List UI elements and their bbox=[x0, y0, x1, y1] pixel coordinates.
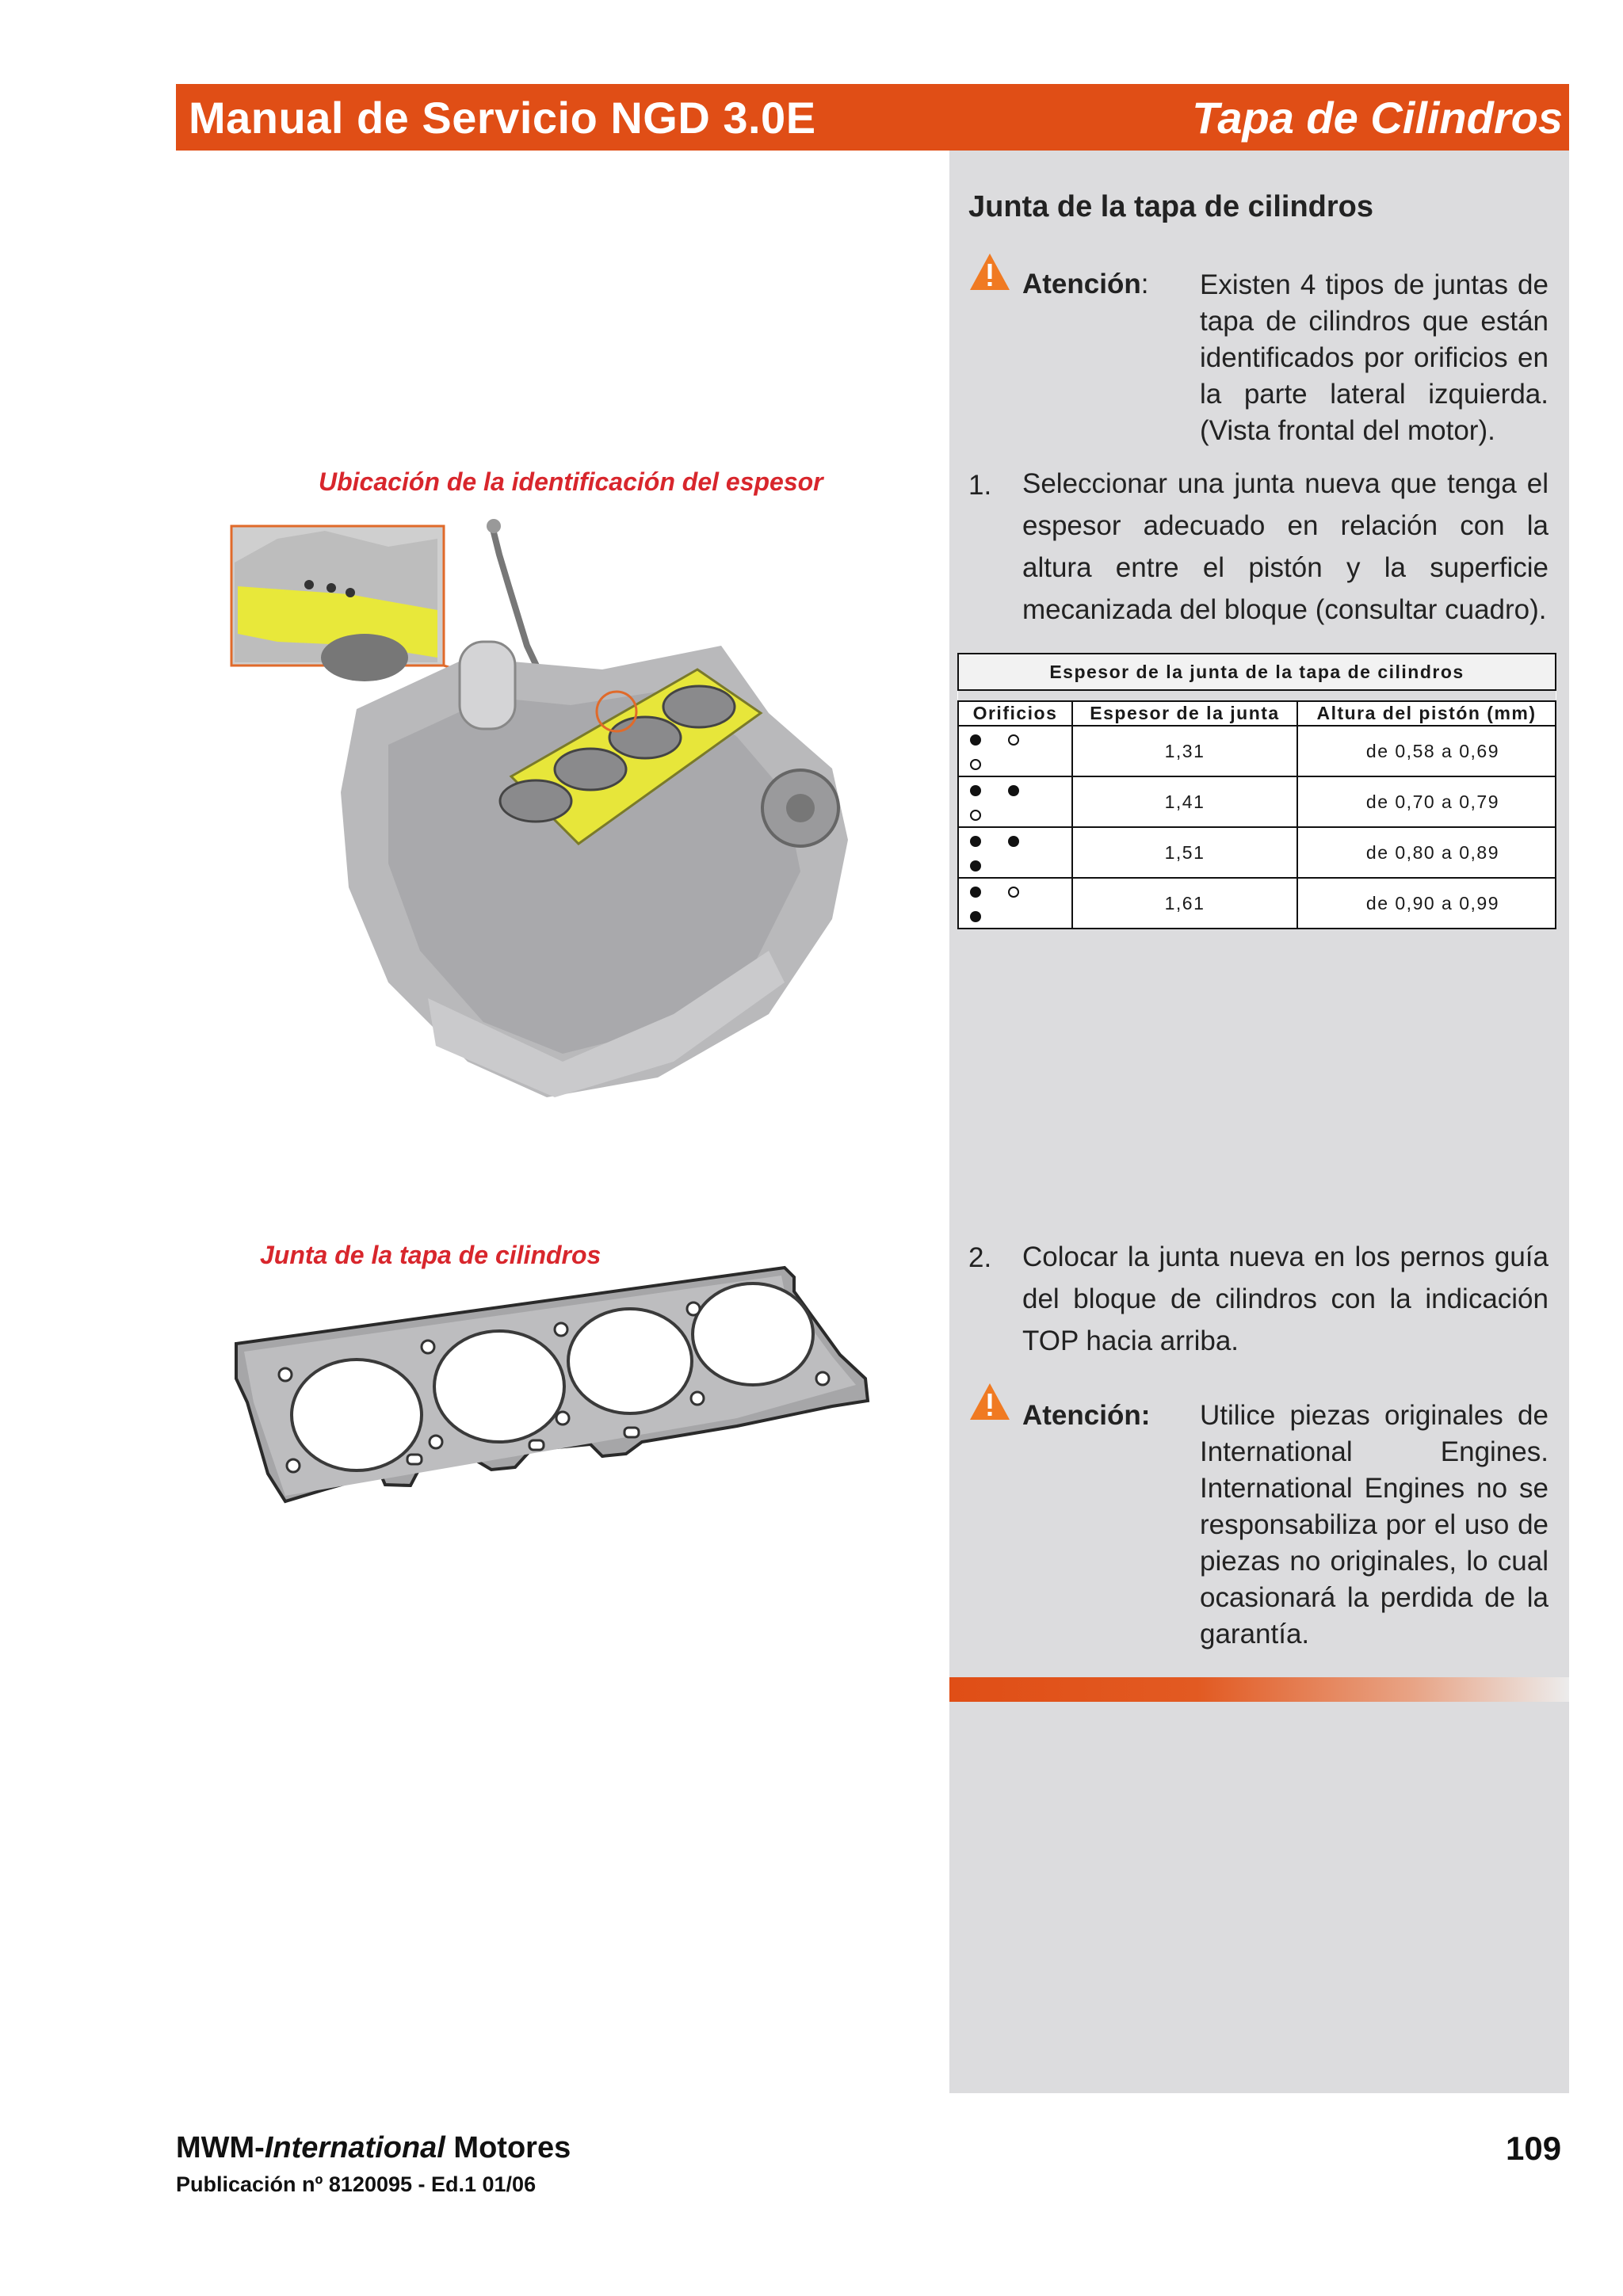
gasket-thickness: 1,41 bbox=[1072, 776, 1297, 827]
header-bar bbox=[176, 84, 1569, 151]
manual-title: Manual de Servicio NGD 3.0E bbox=[189, 92, 816, 143]
table-row bbox=[958, 878, 1556, 929]
section-title: Tapa de Cilindros bbox=[1192, 92, 1563, 143]
hole-pattern bbox=[958, 827, 1072, 878]
page-number: 109 bbox=[1506, 2130, 1562, 2167]
piston-height: de 0,80 a 0,89 bbox=[1297, 827, 1556, 878]
figure-caption: Junta de la tapa de cilindros bbox=[260, 1241, 601, 1269]
piston-height: de 0,58 a 0,69 bbox=[1297, 726, 1556, 776]
table-row bbox=[958, 776, 1556, 827]
piston-height: de 0,90 a 0,99 bbox=[1297, 878, 1556, 929]
step-text: Seleccionar una junta nueva que tenga el espesor adecuado en relación con la altura entre el pistón y la superficie mecanizada del bloque (consultar cuadro). bbox=[1022, 468, 1549, 625]
table-header: Altura del pistón (mm) bbox=[1297, 701, 1556, 726]
table-caption: Espesor de la junta de la tapa de cilindros bbox=[958, 654, 1556, 690]
warning-text: Existen 4 tipos de juntas de tapa de cilindros que están identificados por orificios en la parte lateral izquierda. (Vista frontal del motor). bbox=[1200, 269, 1549, 446]
warning-label: Atención: bbox=[1022, 269, 1149, 299]
warning-label: Atención: bbox=[1022, 1400, 1151, 1431]
section-divider bbox=[949, 1677, 1569, 1702]
gasket-thickness: 1,31 bbox=[1072, 726, 1297, 776]
table-row bbox=[958, 827, 1556, 878]
section-heading: Junta de la tapa de cilindros bbox=[968, 190, 1374, 223]
gasket-spec-table bbox=[957, 653, 1556, 929]
engine-block-illustration bbox=[230, 507, 888, 1117]
gasket-thickness: 1,51 bbox=[1072, 827, 1297, 878]
step-number: 1. bbox=[968, 470, 992, 501]
table-header: Espesor de la junta bbox=[1072, 701, 1297, 726]
head-gasket-illustration bbox=[230, 1260, 888, 1577]
step-number: 2. bbox=[968, 1242, 992, 1273]
table-header: Orificios bbox=[958, 701, 1072, 726]
hole-pattern bbox=[958, 726, 1072, 776]
piston-height: de 0,70 a 0,79 bbox=[1297, 776, 1556, 827]
step-text: Colocar la junta nueva en los pernos guía del bloque de cilindros con la indicación TOP hacia arriba. bbox=[1022, 1241, 1549, 1356]
hole-pattern bbox=[958, 878, 1072, 929]
hole-pattern bbox=[958, 776, 1072, 827]
footer-brand: MWM-International Motores bbox=[176, 2131, 571, 2164]
figure-caption: Ubicación de la identificación del espesor bbox=[319, 467, 823, 496]
table-row bbox=[958, 726, 1556, 776]
warning-icon bbox=[968, 1382, 1011, 1421]
table-header-row bbox=[958, 701, 1556, 726]
publication-info: Publicación nº 8120095 - Ed.1 01/06 bbox=[176, 2172, 537, 2196]
gasket-thickness: 1,61 bbox=[1072, 878, 1297, 929]
warning-icon bbox=[968, 252, 1011, 292]
warning-text: Utilice piezas originales de International Engines. International Engines no se responsabiliza por el uso de piezas no originales, lo cual ocasionará la perdida de la garantía. bbox=[1200, 1400, 1549, 1650]
